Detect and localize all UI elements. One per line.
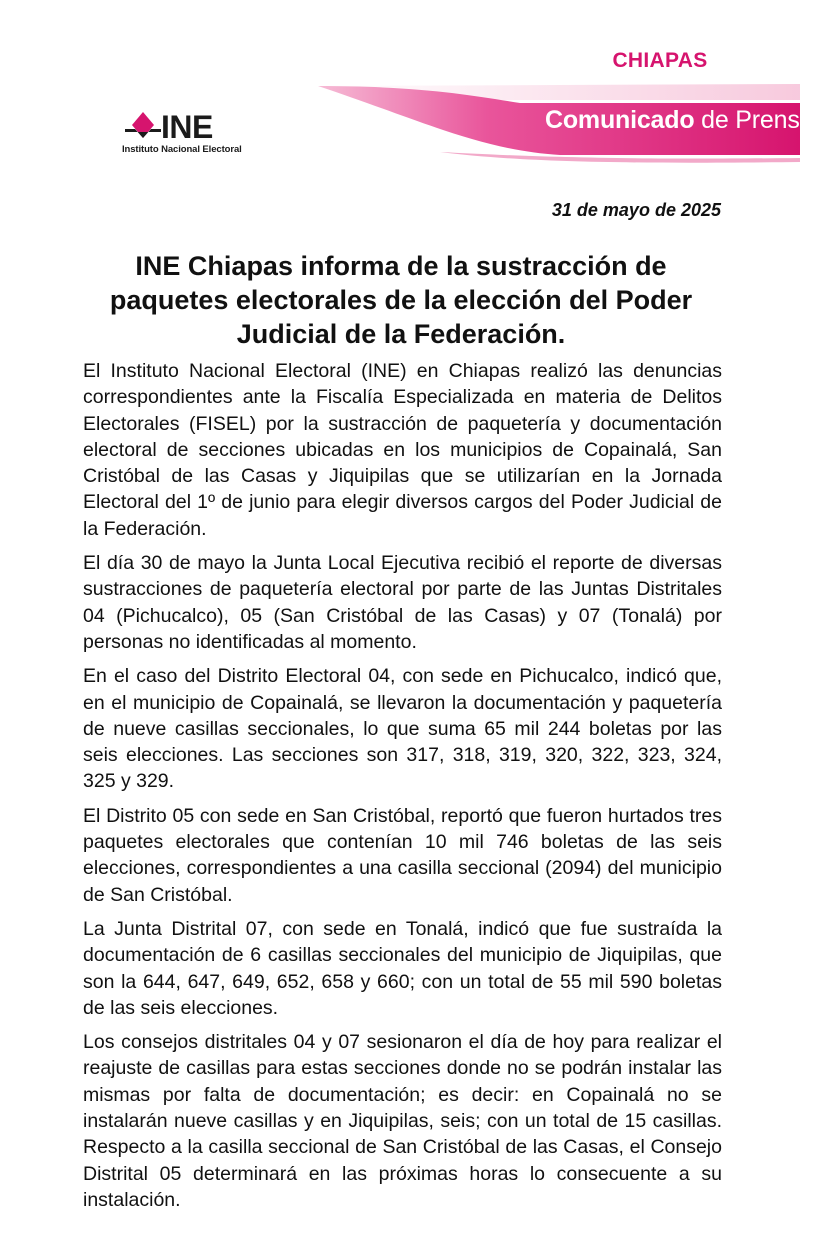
banner-title-bold: Comunicado (545, 106, 695, 134)
paragraph: En el caso del Distrito Electoral 04, con sede en Pichucalco, indicó que, en el municipio de Copainalá, se llevaron la documentación y paquetería de nueve casillas seccionales, lo que suma 65 mil 244 boletas por las seis elecciones. Las secciones son 317, 318, 319, 320, 322, 323, 324, 325 y 329. (83, 665, 722, 793)
ine-logo-text: INE (161, 109, 213, 145)
state-label: CHIAPAS (612, 49, 708, 72)
headline: INE Chiapas informa de la sustracción de paquetes electorales de la elección del Poder Judicial de la Federación. (109, 251, 693, 349)
paragraph: El Distrito 05 con sede en San Cristóbal, reportó que fueron hurtados tres paquetes electorales que contenían 10 mil 746 boletas de las seis elecciones, correspondientes a una casilla seccional (2094) del municipio de San Cristóbal. (83, 804, 722, 906)
paragraph: La Junta Distrital 07, con sede en Tonalá, indicó que fue sustraída la documentación de 6 casillas seccionales del municipio de Jiquipilas, que son la 644, 647, 649, 652, 658 y 660; con un total de 55 mil 590 boletas de las seis elecciones. (83, 917, 722, 1019)
banner-title-light: de Prensa (694, 106, 813, 134)
article-body (83, 358, 722, 1221)
banner-title (545, 106, 813, 135)
paragraph: El Instituto Nacional Electoral (INE) en Chiapas realizó las denuncias correspondientes ante la Fiscalía Especializada en materia de Delitos Electorales (FISEL) por la sustracción de paquetería y documentación electoral de secciones ubicadas en los municipios de Copainalá, San Cristóbal de las Casas y Jiquipilas que se utilizarían en la Jornada Electoral del 1º de junio para elegir diversos cargos del Poder Judicial de la Federación. (83, 360, 722, 540)
ine-logo (120, 108, 260, 158)
paragraph: El día 30 de mayo la Junta Local Ejecutiva recibió el reporte de diversas sustracciones de paquetería electoral por parte de las Juntas Distritales 04 (Pichucalco), 05 (San Cristóbal de las Casas) y 07 (Tonalá) por personas no identificadas al momento. (83, 552, 722, 653)
paragraph: Los consejos distritales 04 y 07 sesionaron el día de hoy para realizar el reajuste de casillas para estas secciones donde no se podrán instalar las mismas por falta de documentación; es decir: en Copainalá no se instalarán nueve casillas y en Jiquipilas, seis; con un total de 15 casillas. Respecto a la casilla seccional de San Cristóbal de las Casas, el Consejo Distrital 05 determinará en las próximas horas lo consecuente a su instalación. (83, 1031, 722, 1211)
ine-logo-icon (124, 112, 162, 140)
ine-logo-subtitle: Instituto Nacional Electoral (122, 144, 242, 155)
press-date: 31 de mayo de 2025 (551, 200, 721, 220)
